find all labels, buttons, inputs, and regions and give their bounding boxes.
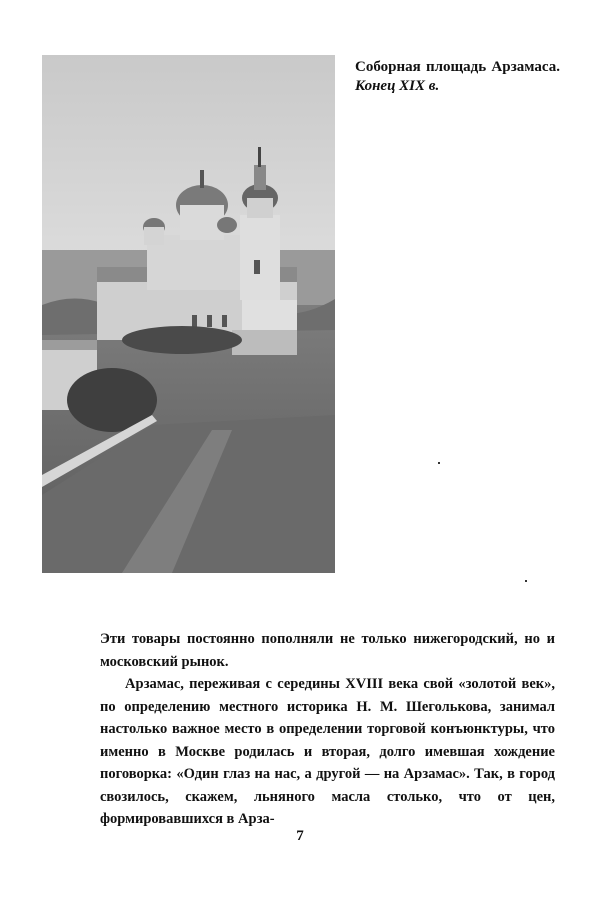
photo-illustration <box>42 55 335 573</box>
paragraph-2: Арзамас, переживая с середины XVIII века свой «золотой век», по определению местного историка Н. М. Шеголькова, занимал настолько важное место в определении торговой конъюнктуры, что именно в Москве родилась и вторая, долго имевшая хождение поговорка: «Один глаз на нас, а другой — на Арзамас». Так, в город свозилось, скажем, льняного масла столько, что от цен, формировавшихся в Арза- <box>100 676 555 827</box>
print-speck <box>438 462 440 464</box>
caption-text: Соборная площадь Арзамаса. <box>355 59 560 75</box>
figure-caption <box>355 58 560 96</box>
page-number: 7 <box>296 828 304 844</box>
body-text <box>100 628 555 831</box>
caption-date: Конец XIX в. <box>355 78 440 94</box>
print-speck <box>525 580 527 582</box>
cathedral-square-photo <box>42 55 335 573</box>
paragraph-1: Эти товары постоянно пополняли не только нижегородский, но и московский рынок. <box>100 631 555 670</box>
